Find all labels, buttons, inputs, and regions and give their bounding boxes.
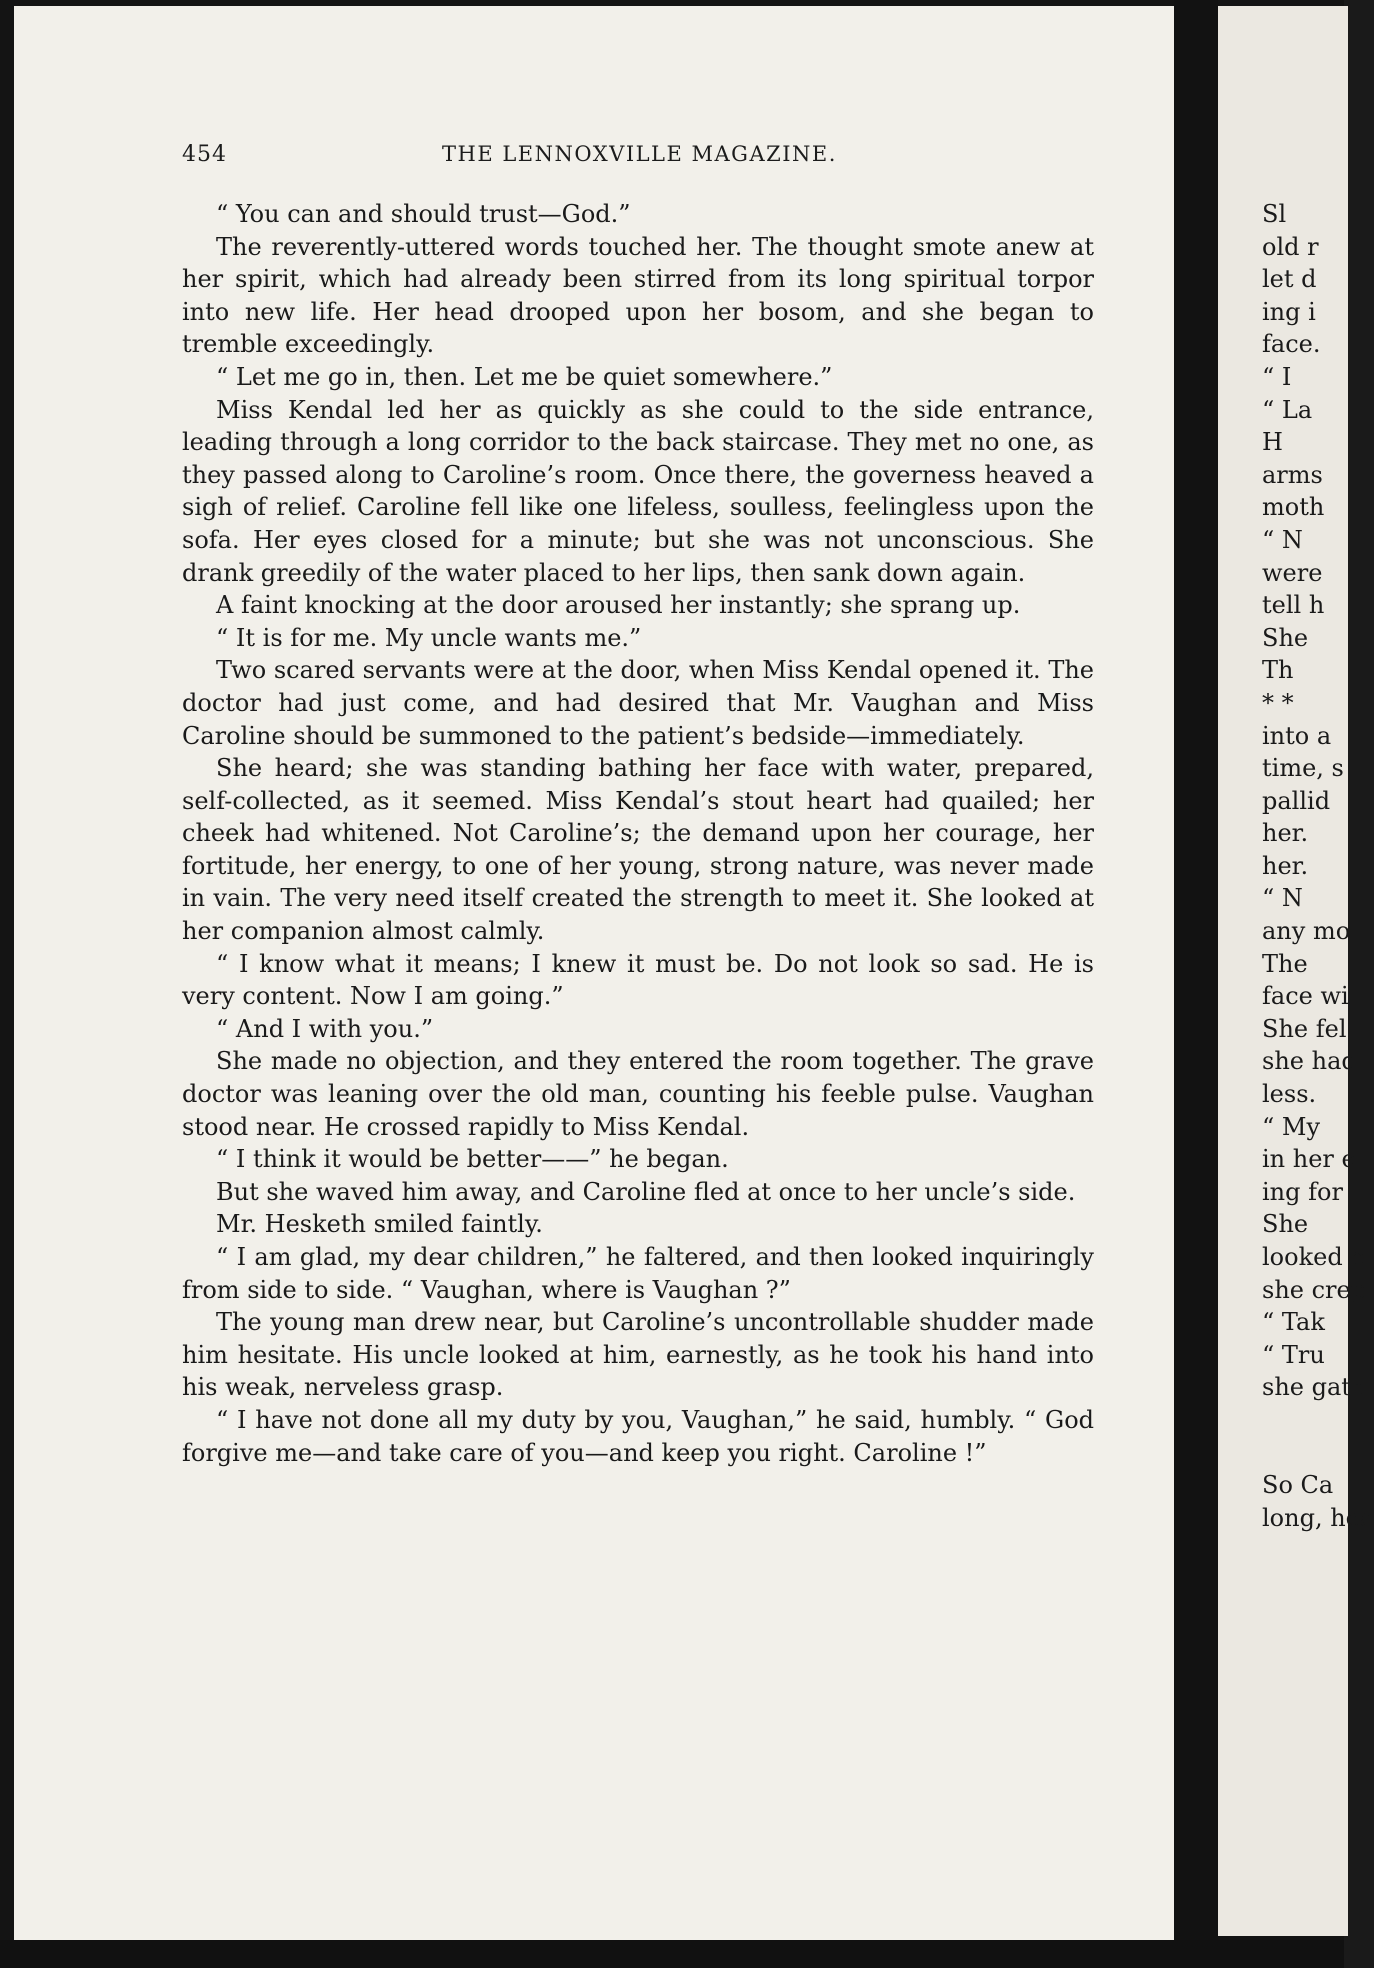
- right-page-line: She: [1262, 623, 1309, 652]
- right-page-line: “ La: [1262, 395, 1313, 424]
- body-text: [182, 198, 1094, 1469]
- paragraph: The young man drew near, but Caroline’s uncontrollable shudder made him hesitate. His uncle looked at him, earnestly, as he took his hand into his weak, nerveless grasp.: [182, 1308, 1094, 1402]
- paragraph: “ You can and should trust—God.”: [216, 200, 631, 228]
- paragraph: Two scared servants were at the door, when Miss Kendal opened it. The doctor had just come, and had desired that Mr. Vaughan and Miss Caroline should be summoned to the patient’s bedside—immediately.: [182, 656, 1094, 750]
- right-page-text: [1262, 198, 1374, 1534]
- page-header: [182, 142, 1092, 178]
- scan-bottom-edge: [0, 1940, 1344, 1968]
- right-page-line: * *: [1262, 688, 1294, 717]
- right-page-line: her.: [1262, 851, 1309, 880]
- paragraph: “ And I with you.”: [216, 1014, 434, 1043]
- right-page-line: Sl: [1262, 200, 1287, 228]
- right-page-line: The: [1262, 949, 1308, 978]
- right-page-line: less.: [1262, 1080, 1317, 1109]
- running-title: THE LENNOXVILLE MAGAZINE.: [442, 142, 837, 166]
- paragraph: But she waved him away, and Caroline fled at once to her uncle’s side.: [216, 1177, 1076, 1206]
- right-page-line: looked e: [1262, 1243, 1365, 1271]
- right-page-line: “ I: [1262, 362, 1292, 391]
- paragraph: The reverently-uttered words touched her. The thought smote anew at her spirit, which had already been stirred from its long spiritual torpor into new life. Her head drooped upon her bosom, and she began to tremble exceedingly.: [182, 232, 1094, 359]
- paragraph: “ Let me go in, then. Let me be quiet somewhere.”: [216, 362, 833, 391]
- right-page-line: ing for: [1262, 1177, 1343, 1206]
- right-page-line: she gath: [1262, 1373, 1367, 1402]
- right-page-line: long, hea: [1262, 1503, 1374, 1532]
- right-page-line: [1262, 1404, 1352, 1437]
- paragraph: A faint knocking at the door aroused her instantly; she sprang up.: [216, 591, 1021, 620]
- right-page-line: were: [1262, 558, 1323, 587]
- paragraph: She made no objection, and they entered the room together. The grave doctor was leaning over the old man, counting his feeble pulse. Vaughan stood near. He crossed rapidly to Miss Kendal.: [182, 1047, 1094, 1141]
- right-page-line: into a: [1262, 721, 1332, 750]
- right-page-line: She fel: [1262, 1014, 1347, 1043]
- right-page-line: “ Tak: [1262, 1308, 1325, 1337]
- paragraph: “ It is for me. My uncle wants me.”: [216, 623, 642, 652]
- right-page-line: [1262, 1437, 1352, 1470]
- right-page-line: she crep: [1262, 1275, 1367, 1304]
- paragraph: “ I know what it means; I knew it must be. Do not look so sad. He is very content. Now I am going.”: [182, 949, 1094, 1011]
- right-page-line: face wi: [1262, 982, 1349, 1011]
- right-page-line: time, s: [1262, 754, 1344, 783]
- paragraph: She heard; she was standing bathing her face with water, prepared, self-collected, as it seemed. Miss Kendal’s stout heart had quailed; her cheek had whitened. Not Caroline’s; the demand upon her courage, her fortitude, her energy, to one of her young, strong nature, was never made in vain. The very need itself created the strength to meet it. She looked at her companion almost calmly.: [182, 754, 1094, 946]
- right-page-line: she had: [1262, 1047, 1357, 1076]
- right-page-line: pallid: [1262, 786, 1331, 815]
- right-page-line: H: [1262, 428, 1283, 457]
- page-number: 454: [182, 142, 227, 167]
- right-page-line: moth: [1262, 493, 1325, 522]
- right-page-line: in her e: [1262, 1145, 1356, 1174]
- right-page-line: let d: [1262, 265, 1317, 294]
- right-page-line: any mo: [1262, 917, 1351, 946]
- right-page-line: ing i: [1262, 297, 1316, 326]
- paragraph: Miss Kendal led her as quickly as she could to the side entrance, leading through a long corridor to the back staircase. They met no one, as they passed along to Caroline’s room. Once there, the governess heaved a sigh of relief. Caroline fell like one lifeless, soulless, feelingless upon the sofa. Her eyes closed for a minute; but she was not unconscious. She drank greedily of the water placed to her lips, then sank down again.: [182, 395, 1094, 587]
- right-page-line: arms: [1262, 460, 1323, 489]
- right-page-line: She: [1262, 1210, 1309, 1239]
- right-page-line: So Ca: [1262, 1471, 1334, 1500]
- paragraph: “ I have not done all my duty by you, Vaughan,” he said, humbly. “ God forgive me—and take care of you—and keep you right. Caroline !”: [182, 1405, 1094, 1467]
- right-page-line: face.: [1262, 330, 1321, 359]
- right-page-line: “ N: [1262, 525, 1303, 554]
- right-page-line: old r: [1262, 232, 1319, 261]
- right-page-line: tell h: [1262, 591, 1325, 620]
- right-page-line: her.: [1262, 819, 1309, 848]
- right-page-line: Th: [1262, 656, 1294, 685]
- book-gutter: [1174, 0, 1218, 1968]
- right-page-line: “ Tru: [1262, 1340, 1325, 1369]
- paragraph: Mr. Hesketh smiled faintly.: [216, 1210, 543, 1239]
- paragraph: “ I am glad, my dear children,” he faltered, and then looked inquiringly from side to side. “ Vaughan, where is Vaughan ?”: [182, 1243, 1094, 1304]
- right-page-line: “ My: [1262, 1112, 1321, 1141]
- paragraph: “ I think it would be better——” he began.: [216, 1145, 729, 1174]
- right-page-line: “ N: [1262, 884, 1303, 913]
